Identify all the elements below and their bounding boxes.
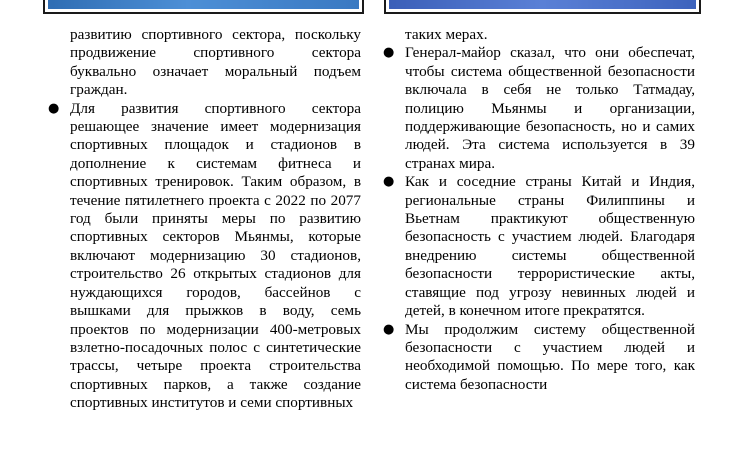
- list-item-text: Мы продолжим систему общественной безопасности с участием людей и необходимой помощью. По мере того, как система безопасности: [405, 320, 695, 393]
- list-item-text: Для развития спортивного сектора решающее значение имеет модернизация спортивных площадок и стадионов в дополнение к системам фитнеса и спортивных тренировок. Таким образом, в течение пятилетнего проекта с 2022 по 2077 год были приняты меры по развитию спортивных секторов Мьянмы, которые включают модернизацию 30 стадионов, строительство 26 открытых стадионов для нуждающихся городов, бассейнов с вышками для прыжков в воду, семь проектов по модернизации 400-метровых взлетно-посадочных полос с синтетические трассы, четыре проекта строительства спортивных парков, а также создание спортивных институтов и семи спортивных: [70, 99, 361, 412]
- bullet-icon: ●: [383, 45, 395, 61]
- photo-right: [384, 0, 701, 14]
- right-bullet-list: [380, 44, 750, 394]
- bullet-icon: ●: [383, 174, 395, 190]
- left-column: [0, 26, 380, 413]
- list-item: [0, 100, 361, 413]
- left-bullet-list: [0, 100, 380, 413]
- list-item-text: Как и соседние страны Китай и Индия, региональные страны Филиппины и Вьетнам практикуют общественную безопасность с участием людей. Благодаря внедрению системы общественной безопасности террористические акты, ставящие под угрозу невинных людей и детей, в конечном итоге прекратятся.: [405, 173, 695, 320]
- bullet-icon: ●: [383, 321, 395, 337]
- list-item: [380, 44, 695, 173]
- photo-left: [43, 0, 364, 14]
- left-continuation-text: развитию спортивного сектора, поскольку продвижение спортивного сектора буквально означает моральный подъем граждан.: [70, 26, 361, 99]
- right-continuation-text: таких мерах.: [405, 26, 488, 43]
- list-item: [380, 173, 695, 320]
- bullet-icon: ●: [48, 100, 60, 116]
- list-item: [380, 321, 695, 395]
- list-item-text: Генерал-майор сказал, что они обеспечат, чтобы система общественной безопасности включала в себя не только Татмадау, полицию Мьянмы и организации, поддерживающие безопасность, но и самих людей. Эта система используется в 39 странах мира.: [405, 44, 695, 172]
- right-column: [380, 26, 750, 394]
